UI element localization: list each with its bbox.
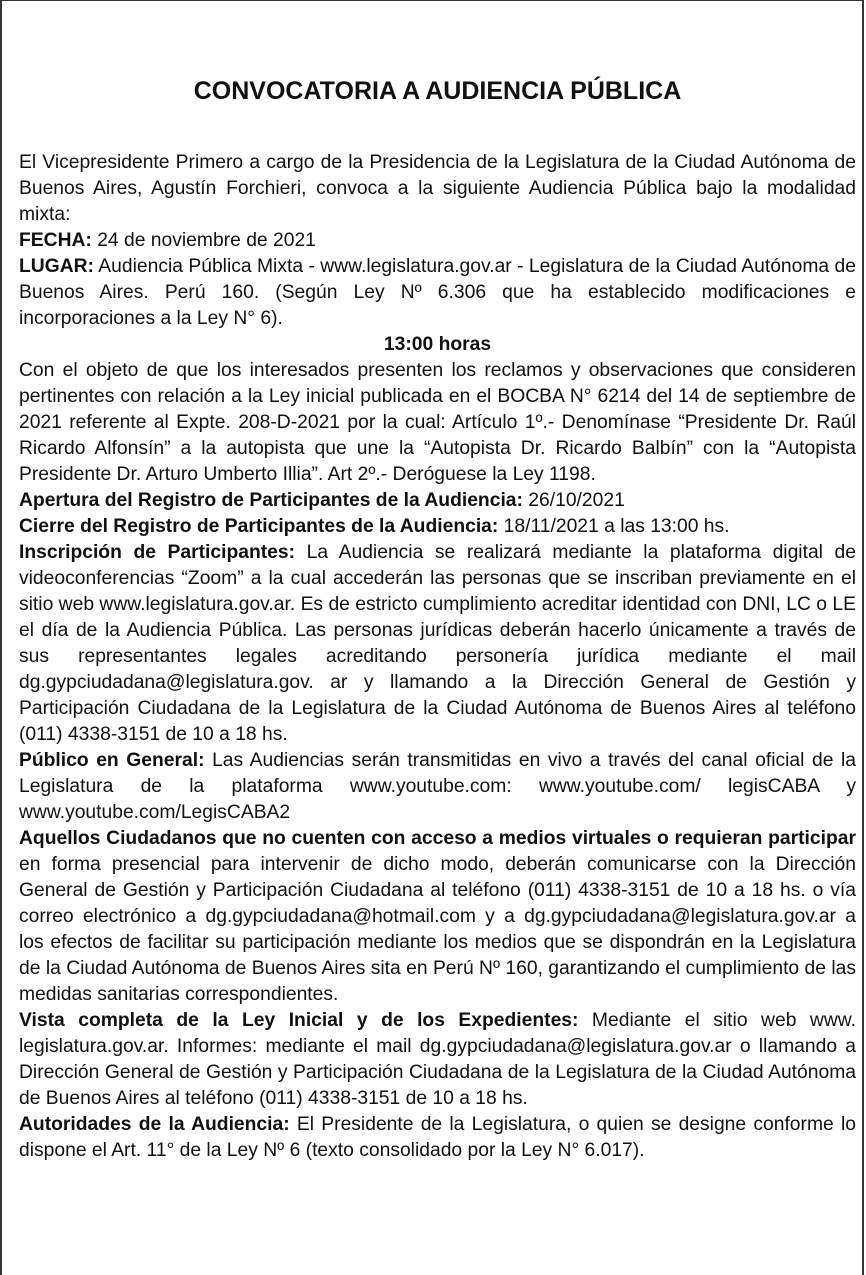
intro-paragraph: El Vicepresidente Primero a cargo de la Presidencia de la Legislatura de la Ciudad Autónoma de Buenos Aires, Agustín Forchieri, convoca a la siguiente Audiencia Pública bajo la modalidad mixta: xyxy=(19,152,856,225)
lugar-label: LUGAR: xyxy=(19,256,94,277)
ciudadanos-value: en forma presencial para intervenir de dicho modo, deberán comunicarse con la Dirección General de Gestión y Participación Ciudadana al teléfono (011) 4338-3151 de 10 a 18 hs. o vía correo electrónico a dg.gypciudadana@hotmail.com y a dg.gypciudadana@legislatura.gov.ar a los efectos de facilitar su participación mediante los medios que se dispondrán en la Legislatura de la Ciudad Autónoma de Buenos Aires sita en Perú Nº 160, garantizando el cumplimiento de las medidas sanitarias correspondientes. xyxy=(19,854,856,1005)
fecha-line xyxy=(19,228,856,254)
publico-label: Público en General: xyxy=(19,750,205,771)
fecha-label: FECHA: xyxy=(19,230,92,251)
lugar-value: Audiencia Pública Mixta - www.legislatura.gov.ar - Legislatura de la Ciudad Autónoma de Buenos Aires. Perú 160. (Según Ley Nº 6.306 que ha establecido modificaciones e incorporaciones a la Ley N° 6). xyxy=(19,256,856,329)
inscripcion-value: La Audiencia se realizará mediante la plataforma digital de videoconferencias “Zoom” a la cual accederán las personas que se inscriban previamente en el sitio web www.legislatura.gov.ar. Es de estricto cumplimiento acreditar identidad con DNI, LC o LE el día de la Audiencia Pública. Las personas jurídicas deberán hacerlo únicamente a través de sus representantes legales acreditando personería jurídica mediante el mail dg.gypciudadana@legislatura.gov. ar y llamando a la Dirección General de Gestión y Participación Ciudadana de la Legislatura de la Ciudad Autónoma de Buenos Aires al teléfono (011) 4338-3151 de 10 a 18 hs. xyxy=(19,542,856,745)
vista-value: Mediante el sitio web www. legislatura.gov.ar. Informes: mediante el mail dg.gypciudadana@legislatura.gov.ar o llamando a Dirección General de Gestión y Participación Ciudadana de la Legislatura de la Ciudad Autónoma de Buenos Aires al teléfono (011) 4338-3151 de 10 a 18 hs. xyxy=(19,1010,856,1109)
cierre-value: 18/11/2021 a las 13:00 hs. xyxy=(498,516,730,537)
apertura-label: Apertura del Registro de Participantes de la Audiencia: xyxy=(19,490,523,511)
autoridades-label: Autoridades de la Audiencia: xyxy=(19,1114,290,1135)
fecha-value: 24 de noviembre de 2021 xyxy=(91,230,316,251)
ciudadanos-label: Aquellos Ciudadanos que no cuenten con acceso a medios virtuales o requieran participar xyxy=(19,828,856,849)
apertura-value: 26/10/2021 xyxy=(522,490,625,511)
publico-paragraph xyxy=(19,748,856,826)
cierre-label: Cierre del Registro de Participantes de la Audiencia: xyxy=(19,516,499,537)
vista-paragraph xyxy=(19,1008,856,1112)
hora-line xyxy=(19,332,856,358)
publico-value: Las Audiencias serán transmitidas en vivo a través del canal oficial de la Legislatura de la plataforma www.youtube.com: www.youtube.com/ legisCABA y www.youtube.com/LegisCABA2 xyxy=(19,750,857,823)
cierre-line xyxy=(19,514,856,540)
inscripcion-paragraph xyxy=(19,540,856,748)
objeto-paragraph: Con el objeto de que los interesados presenten los reclamos y observaciones que consideren pertinentes con relación a la Ley inicial publicada en el BOCBA N° 6214 del 14 de septiembre de 2021 referente al Expte. 208-D-2021 por la cual: Artículo 1º.- Denomínase “Presidente Dr. Raúl Ricardo Alfonsín” a la autopista que une la “Autopista Dr. Ricardo Balbín” con la “Autopista Presidente Dr. Arturo Umberto Illia”. Art 2º.- Deróguese la Ley 1198. xyxy=(19,360,856,485)
inscripcion-label: Inscripción de Participantes: xyxy=(19,542,296,563)
ciudadanos-paragraph xyxy=(19,826,856,1008)
apertura-line xyxy=(19,488,856,514)
hora-value: 13:00 horas xyxy=(383,334,492,355)
autoridades-paragraph xyxy=(19,1112,856,1164)
lugar-paragraph xyxy=(19,254,856,332)
document xyxy=(19,76,856,1164)
vista-label: Vista completa de la Ley Inicial y de los Expedientes: xyxy=(19,1010,579,1031)
autoridades-value: El Presidente de la Legislatura, o quien se designe conforme lo dispone el Art. 11° de la Ley Nº 6 (texto consolidado por la Ley N° 6.017). xyxy=(19,1114,856,1161)
document-title: CONVOCATORIA A AUDIENCIA PÚBLICA xyxy=(193,77,682,105)
